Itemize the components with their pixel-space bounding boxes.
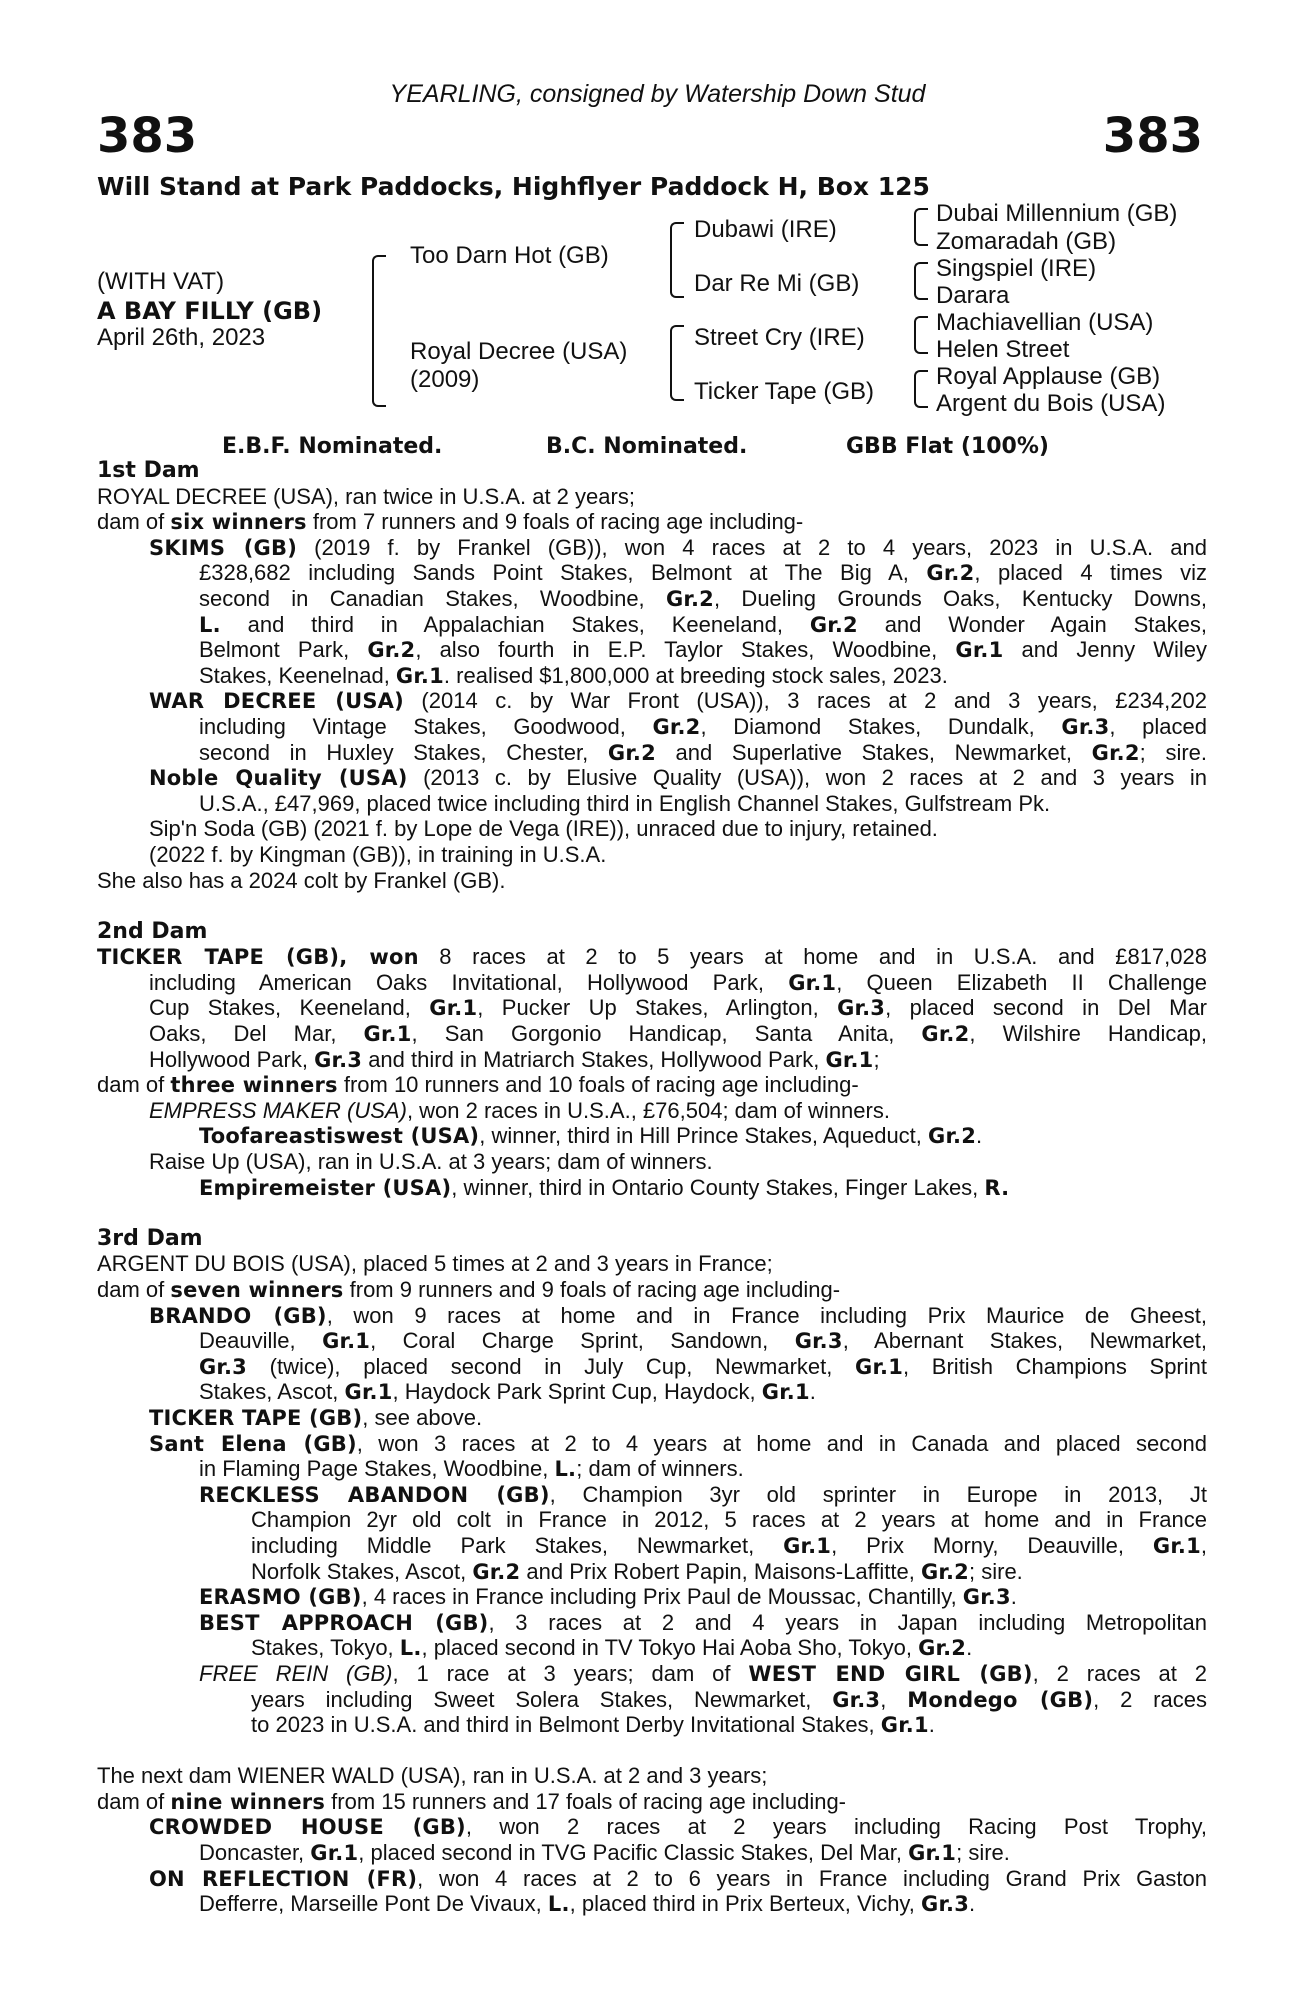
pedigree-brace-dd [914,370,928,408]
heading-1st-dam: 1st Dam [97,458,200,483]
pedigree-dam-dam: Ticker Tape (GB) [694,378,875,405]
produce-toofareastiswest: Toofareastiswest (USA), winner, third in Hill Prince Stakes, Aqueduct, Gr.2. [199,1123,983,1149]
pedigree-brace-main [372,255,386,407]
produce-skims: SKIMS (GB) (2019 f. by Frankel (GB)), won 4 races at 2 to 4 years, 2023 in U.S.A. and [149,534,1207,560]
pedigree-text: 1st Dam ROYAL DECREE (USA), ran twice in U.S.A. at 2 years; dam of six winners from 7 runners and 9 foals of racing age including- SKIMS (GB) (2019 f. by Frankel (GB)), won 4 races at 2 to 4 years, 2023 in U.S.A. and £328,682 including Sands Point Stakes, Belmont at The Big A, Gr.2, placed 4 times viz second in Canadian Stakes, Woodbine, Gr.2, Dueling Grounds Oaks, Kentucky Downs, L. and third in Appalachian Stakes, Keeneland, Gr.2 and Wonder Again Stakes, Belmont Park, Gr.2, also fourth in E.P. Taylor Stakes, Woodbine, Gr.1 and Jenny Wiley Stakes, Keenelnad, Gr.1. realised $1,800,000 at breeding stock sales, 2023. WAR DECREE (USA) (2014 c. by War Front (USA)), 3 races at 2 and 3 years, £234,202 including Vintage Stakes, Goodwood, Gr.2, Diamond Stakes, Dundalk, Gr.3, placed second in Huxley Stakes, Chester, Gr.2 and Superlative Stakes, Newmarket, Gr.2; sire. Noble Quality (USA) (2013 c. by Elusive Quality (USA)), won 2 races at 2 and 3 years in U.S.A., £47,969, placed twice including third in English Channel Stakes, Gulfstream Pk. Sip'n Soda (GB) (2021 f. by Lope de Vega (IRE)), unraced due to injury, retained. (2022 f. by Kingman (GB)), in training in U.S.A. She also has a 2024 colt by Frankel (GB). 2nd Dam TICKER TAPE (GB), won 8 races at 2 to 5 years at home and in U.S.A. and £817,028 including American Oaks Invitational, Hollywood Park, Gr.1, Queen Elizabeth II Challenge Cup Stakes, Keeneland, Gr.1, Pucker Up Stakes, Arlington, Gr.3, placed second in Del Mar Oaks, Del Mar, Gr.1, San Gorgonio Handicap, Santa Anita, Gr.2, Wilshire Handicap, Hollywood Park, Gr.3 and third in Matriarch Stakes, Hollywood Park, Gr.1; dam of three winners from 10 runners and 10 foals of racing age including- EMPRESS MAKER (USA), won 2 races in U.S.A., £76,504; dam of winners. Toofareastiswest (USA), winner, third in Hill Prince Stakes, Aqueduct, Gr.2. Raise Up (USA), ran in U.S.A. at 3 years; dam of winners. Empiremeister (USA), winner, third in Ontario County Stakes, Finger Lakes, R. 3rd Dam ARGENT DU BOIS (USA), placed 5 times at 2 and 3 years in France; dam of seven winners from 9 runners and 9 foals of racing age including- BRANDO (GB), won 9 races at home and in France including Prix Maurice de Gheest, Deauville, Gr.1, Coral Charge Sprint, Sandown, Gr.3, Abernant Stakes, Newmarket, Gr.3 (twice), placed second in July Cup, Newmarket, Gr.1, British Champions Sprint Stakes, Ascot, Gr.1, Haydock Park Sprint Cup, Haydock, Gr.1. TICKER TAPE (GB), see above. Sant Elena (GB), won 3 races at 2 to 4 years at home and in Canada and placed second in Flaming Page Stakes, Woodbine, L.; dam of winners. RECKLESS ABANDON (GB), Champion 3yr old sprinter in Europe in 2013, Jt Champion 2yr old colt in France in 2012, 5 races at 2 years at home and in France including Middle Park Stakes, Newmarket, Gr.1, Prix Morny, Deauville, Gr.1, Norfolk Stakes, Ascot, Gr.2 and Prix Robert Papin, Maisons-Laffitte, Gr.2; sire. ERASMO (GB), 4 races in France including Prix Paul de Moussac, Chantilly, Gr.3. BEST APPROACH (GB), 3 races at 2 and 4 years in Japan including Metropolitan Stakes, Tokyo, L., placed second in TV Tokyo Hai Aoba Sho, Tokyo, Gr.2. FREE REIN (GB), 1 race at 3 years; dam of WEST END GIRL (GB), 2 races at 2 years including Sweet Solera Stakes, Newmarket, Gr.3, Mondego (GB), 2 races to 2023 in U.S.A. and third in Belmont Derby Invitational Stakes, Gr.1. The next dam WIENER WALD (USA), ran in U.S.A. at 2 and 3 years; dam of nine winners from 15 runners and 17 foals of racing age including- CROWDED HOUSE (GB), won 2 races at 2 years including Racing Post Trophy, Doncaster, Gr.1, placed second in TVG Pacific Classic Stakes, Del Mar, Gr.1; sire. ON REFLECTION (FR), won 4 races at 2 to 6 years in France including Grand Prix Gaston Defferre, Marseille Pont De Vivaux, L., placed third in Prix Berteux, Vichy, Gr.3. [97,458,1207,1917]
produce-2022-filly: (2022 f. by Kingman (GB)), in training in U.S.A. [149,841,607,867]
dam1-summary: ROYAL DECREE (USA), ran twice in U.S.A. at 2 years; [97,483,635,509]
bc-nomination: B.C. Nominated. [546,434,748,459]
produce-reckless-abandon: RECKLESS ABANDON (GB), Champion 3yr old sprinter in Europe in 2013, Jt [199,1481,1207,1507]
horse-noble-quality: Noble Quality (USA) [149,766,408,791]
dam2-produce-line: dam of three winners from 10 runners and 10 foals of racing age including- [97,1072,859,1098]
ebf-nomination: E.B.F. Nominated. [222,434,443,459]
pedigree-brace-sd [914,262,928,300]
dam3-summary: ARGENT DU BOIS (USA), placed 5 times at 2 and 3 years in France; [97,1251,773,1277]
pedigree-brace-sire [670,222,684,298]
produce-empress-maker: EMPRESS MAKER (USA), won 2 races in U.S.A., £76,504; dam of winners. [149,1097,890,1123]
produce-free-rein: FREE REIN (GB), 1 race at 3 years; dam of WEST END GIRL (GB), 2 races at 2 [199,1660,1207,1686]
pedigree-dam-sire: Street Cry (IRE) [694,324,865,351]
pedigree-sdd: Darara [936,282,1010,309]
stabling-location: Will Stand at Park Paddocks, Highflyer Paddock H, Box 125 [97,172,930,201]
pedigree-ddd: Argent du Bois (USA) [936,390,1166,417]
next-dam-produce-line: dam of nine winners from 15 runners and 17 foals of racing age including- [97,1788,847,1814]
dam1-produce-line: dam of six winners from 7 runners and 9 foals of racing age including- [97,509,804,535]
pedigree-sss: Dubai Millennium (GB) [936,200,1178,227]
lot-number-right: 383 [1102,108,1203,164]
produce-best-approach: BEST APPROACH (GB), 3 races at 2 and 4 years in Japan including Metropolitan [199,1609,1207,1635]
pedigree-ssd: Zomaradah (GB) [936,228,1117,255]
pedigree-dsd: Helen Street [936,336,1070,363]
pedigree-dam: Royal Decree (USA) [410,338,628,365]
dam1-also-has: She also has a 2024 colt by Frankel (GB). [97,867,506,893]
pedigree-brace-dam [670,325,684,401]
heading-3rd-dam: 3rd Dam [97,1225,203,1251]
pedigree-brace-ds [914,316,928,354]
produce-crowded-house: CROWDED HOUSE (GB), won 2 races at 2 years including Racing Post Trophy, [149,1814,1207,1840]
produce-brando: BRANDO (GB), won 9 races at home and in France including Prix Maurice de Gheest, [149,1302,1207,1328]
produce-sant-elena: Sant Elena (GB), won 3 races at 2 to 4 years at home and in Canada and placed second [149,1430,1207,1456]
gbb-flat: GBB Flat (100%) [846,434,1049,459]
pedigree-dam-year: (2009) [410,366,480,393]
produce-ticker-tape: TICKER TAPE (GB), see above. [149,1404,483,1430]
foaling-date: April 26th, 2023 [97,324,266,351]
pedigree-dss: Machiavellian (USA) [936,309,1154,336]
pedigree-sds: Singspiel (IRE) [936,255,1097,282]
pedigree-sire-dam: Dar Re Mi (GB) [694,270,860,297]
dam2-ticker-tape: TICKER TAPE (GB), won 8 races at 2 to 5 years at home and in U.S.A. and £817,028 [97,944,1207,970]
produce-war-decree: WAR DECREE (USA) (2014 c. by War Front (USA)), 3 races at 2 and 3 years, £234,202 [149,688,1207,714]
consignment-line: YEARLING, consigned by Watership Down Stud [389,80,926,108]
pedigree-sire: Too Darn Hot (GB) [410,242,609,269]
pedigree-brace-ss [914,208,928,246]
lot-number-left: 383 [97,108,198,164]
produce-raise-up: Raise Up (USA), ran in U.S.A. at 3 years; dam of winners. [149,1149,713,1175]
next-dam-summary: The next dam WIENER WALD (USA), ran in U.S.A. at 2 and 3 years; [97,1763,768,1789]
pedigree-sire-sire: Dubawi (IRE) [694,216,837,243]
horse-war-decree: WAR DECREE (USA) [149,689,404,714]
produce-empiremeister: Empiremeister (USA), winner, third in Ontario County Stakes, Finger Lakes, R. [199,1174,1010,1200]
produce-sip-n-soda: Sip'n Soda (GB) (2021 f. by Lope de Vega (IRE)), unraced due to injury, retained. [149,816,938,842]
produce-on-reflection: ON REFLECTION (FR), won 4 races at 2 to 6 years in France including Grand Prix Gaston [149,1865,1207,1891]
pedigree-dds: Royal Applause (GB) [936,363,1161,390]
vat-note: (WITH VAT) [97,268,225,295]
horse-name: A BAY FILLY (GB) [97,297,323,325]
dam3-produce-line: dam of seven winners from 9 runners and 9 foals of racing age including- [97,1277,841,1302]
heading-2nd-dam: 2nd Dam [97,918,208,944]
horse-skims: SKIMS (GB) [149,535,298,560]
produce-erasmo: ERASMO (GB), 4 races in France including Prix Paul de Moussac, Chantilly, Gr.3. [199,1584,1017,1610]
produce-noble-quality: Noble Quality (USA) (2013 c. by Elusive Quality (USA)), won 2 races at 2 and 3 years in [149,765,1207,791]
